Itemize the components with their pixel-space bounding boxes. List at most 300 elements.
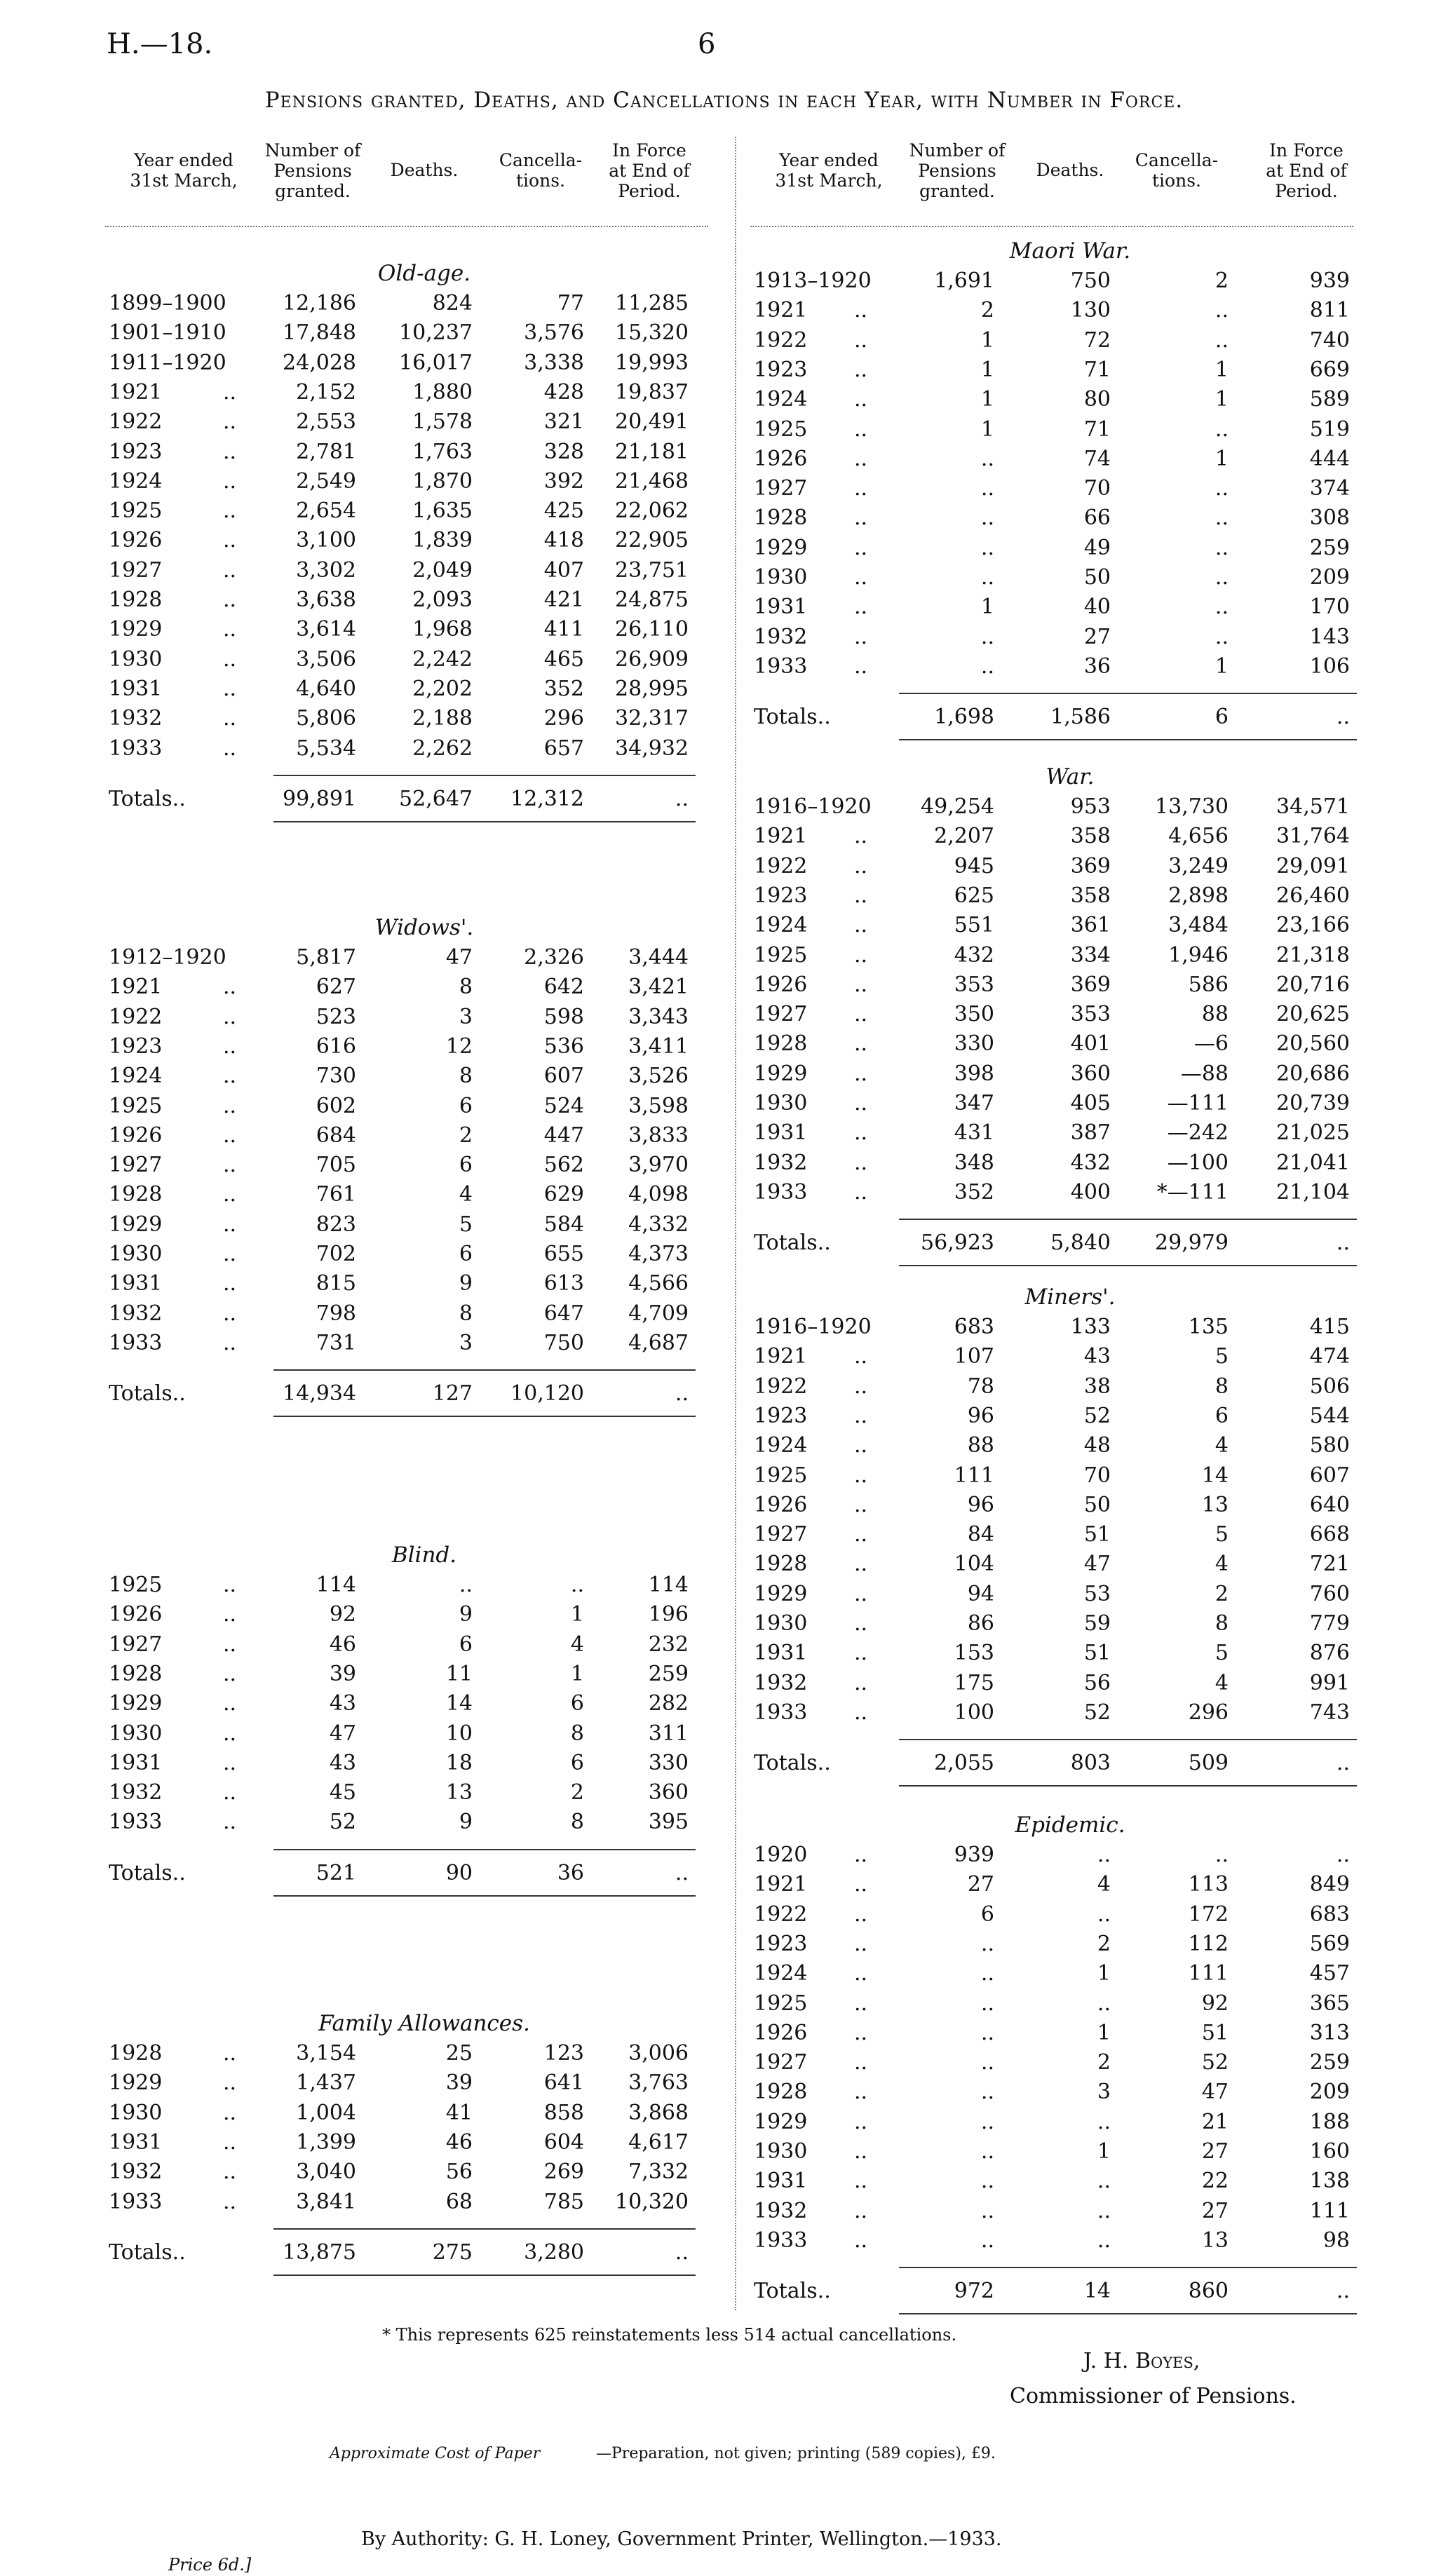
row-leader: .. <box>854 2080 868 2105</box>
totals-deaths: 127 <box>432 1381 473 1406</box>
totals-cancellations: 36 <box>557 1860 584 1885</box>
cell-granted: 47 <box>329 1721 356 1746</box>
column-header-year: Year ended <box>779 150 879 170</box>
totals-cancellations: 10,120 <box>510 1381 584 1406</box>
cell-granted: .. <box>980 565 994 590</box>
cell-granted: 431 <box>954 1120 994 1146</box>
row-year: 1927 <box>754 1522 808 1547</box>
signature-name: J. H. Boyes, <box>1083 2349 1200 2373</box>
cell-cancellations: 629 <box>543 1182 584 1207</box>
cell-deaths: 52 <box>1083 1403 1111 1428</box>
cell-in-force: 519 <box>1309 416 1350 442</box>
cell-in-force: 3,833 <box>628 1123 689 1148</box>
cell-cancellations: 1 <box>570 1661 584 1686</box>
signature-title: Commissioner of Pensions. <box>1010 2384 1297 2408</box>
row-leader: .. <box>854 298 868 323</box>
cell-in-force: 360 <box>648 1780 689 1805</box>
totals-rule-bottom <box>899 1265 1357 1266</box>
cell-in-force: 876 <box>1309 1641 1350 1666</box>
totals-granted: 972 <box>954 2279 994 2304</box>
row-year: 1923 <box>109 1033 163 1059</box>
cell-deaths: .. <box>1097 2198 1111 2223</box>
cell-in-force: 20,560 <box>1276 1031 1350 1057</box>
cell-in-force: 232 <box>648 1632 689 1657</box>
row-leader: .. <box>223 468 237 494</box>
row-leader: .. <box>223 1004 237 1029</box>
cell-deaths: .. <box>1097 1902 1111 1927</box>
totals-in-force: .. <box>1336 1231 1350 1256</box>
cell-deaths: 14 <box>445 1691 473 1716</box>
row-year: 1929 <box>754 535 808 560</box>
row-year: 1921 <box>754 824 808 849</box>
row-year: 1932 <box>109 1301 163 1326</box>
cell-deaths: 387 <box>1070 1120 1111 1146</box>
cell-granted: .. <box>980 2198 994 2223</box>
column-header-granted: Pensions <box>918 161 996 181</box>
row-leader: .. <box>854 1522 868 1547</box>
row-leader: .. <box>854 1611 868 1636</box>
cell-in-force: 24,875 <box>615 588 689 612</box>
row-leader: .. <box>223 706 237 731</box>
column-header-deaths: Deaths. <box>1036 160 1104 180</box>
cell-deaths: 824 <box>432 291 473 316</box>
cell-deaths: 358 <box>1070 883 1111 908</box>
cell-deaths: 400 <box>1070 1179 1111 1205</box>
row-leader: .. <box>854 1463 868 1488</box>
cell-granted: 111 <box>954 1463 994 1488</box>
cell-deaths: 4 <box>1097 1872 1111 1897</box>
cell-cancellations: 2,898 <box>1168 883 1229 908</box>
cell-cancellations: 52 <box>1201 2050 1229 2075</box>
row-year: 1933 <box>754 653 808 679</box>
cell-cancellations: 641 <box>543 2070 584 2096</box>
totals-rule-bottom <box>273 1416 696 1417</box>
cell-cancellations: .. <box>1214 595 1229 620</box>
cell-deaths: 10 <box>445 1721 473 1746</box>
cell-deaths: 405 <box>1070 1091 1111 1116</box>
cell-granted: 96 <box>967 1403 994 1428</box>
cell-granted: 398 <box>954 1061 994 1086</box>
totals-in-force: .. <box>675 1860 689 1885</box>
cell-deaths: 27 <box>1083 624 1111 649</box>
totals-deaths: 803 <box>1070 1751 1111 1776</box>
cell-cancellations: 1 <box>1214 357 1229 382</box>
cell-deaths: 1,839 <box>412 528 473 553</box>
totals-rule-top <box>899 1219 1357 1220</box>
cell-deaths: 130 <box>1070 298 1111 323</box>
row-leader: .. <box>223 676 237 701</box>
cell-cancellations: 8 <box>1214 1374 1229 1399</box>
cell-granted: 1,437 <box>296 2070 356 2096</box>
cell-in-force: 544 <box>1309 1403 1350 1428</box>
cell-in-force: 20,491 <box>615 409 689 435</box>
cell-cancellations: —6 <box>1193 1031 1229 1057</box>
cell-granted: 330 <box>954 1031 994 1057</box>
row-leader: .. <box>854 2139 868 2164</box>
row-year: 1930 <box>109 1721 163 1746</box>
row-leader: .. <box>854 2050 868 2075</box>
cell-cancellations: 5 <box>1214 1344 1229 1369</box>
cell-cancellations: 92 <box>1201 1991 1229 2016</box>
cell-in-force: 607 <box>1309 1463 1350 1488</box>
cell-deaths: 1,968 <box>412 617 473 642</box>
column-header-granted: granted. <box>275 181 351 201</box>
cell-deaths: 8 <box>459 1064 473 1089</box>
row-year: 1924 <box>109 1064 163 1089</box>
row-leader: .. <box>223 1721 237 1746</box>
row-year: 1931 <box>754 1120 808 1146</box>
cell-granted: 5,534 <box>296 735 356 761</box>
row-year: 1921 <box>109 379 163 405</box>
section-title-miners: Miners'. <box>1024 1284 1116 1310</box>
row-year: 1931 <box>754 1641 808 1666</box>
row-leader: .. <box>223 588 237 612</box>
cell-in-force: 991 <box>1309 1670 1350 1695</box>
cell-deaths: 401 <box>1070 1031 1111 1057</box>
cell-cancellations: 135 <box>1188 1315 1229 1339</box>
cell-deaths: 3 <box>459 1330 473 1355</box>
cell-cancellations: 3,338 <box>524 350 584 375</box>
row-leader: .. <box>854 2169 868 2194</box>
cell-cancellations: 613 <box>543 1271 584 1296</box>
cell-granted: 2,549 <box>296 468 356 494</box>
cell-deaths: 750 <box>1070 269 1111 293</box>
row-year: 1927 <box>754 2050 808 2075</box>
cell-in-force: 28,995 <box>615 676 689 701</box>
row-leader: .. <box>223 1182 237 1207</box>
cell-cancellations: .. <box>1214 327 1229 353</box>
cell-granted: 1,004 <box>296 2100 356 2125</box>
cell-deaths: .. <box>1097 1991 1111 2016</box>
row-leader: .. <box>854 506 868 531</box>
cell-granted: 523 <box>316 1004 356 1029</box>
cell-deaths: 6 <box>459 1242 473 1266</box>
cell-in-force: 259 <box>1309 535 1350 560</box>
cell-in-force: 457 <box>1309 1961 1350 1986</box>
row-year: 1901–1910 <box>109 320 226 346</box>
row-year: 1924 <box>754 913 808 938</box>
cell-cancellations: 4 <box>570 1632 584 1657</box>
cell-cancellations: 655 <box>543 1242 584 1266</box>
row-year: 1928 <box>754 1031 808 1057</box>
cell-in-force: 589 <box>1309 387 1350 412</box>
cell-cancellations: 562 <box>543 1153 584 1178</box>
column-header-in-force: Period. <box>1275 181 1338 201</box>
cell-granted: .. <box>980 1961 994 1986</box>
cell-granted: 153 <box>954 1641 994 1666</box>
cell-cancellations: 6 <box>570 1691 584 1716</box>
totals-cancellations: 509 <box>1188 1751 1229 1776</box>
cell-deaths: 9 <box>459 1602 473 1627</box>
cell-in-force: 21,025 <box>1276 1120 1350 1146</box>
row-year: 1927 <box>754 476 808 501</box>
cell-cancellations: 785 <box>543 2189 584 2214</box>
cell-in-force: 3,763 <box>628 2070 689 2096</box>
cell-cancellations: 1,946 <box>1168 942 1229 968</box>
totals-rule-bottom <box>273 821 696 822</box>
cell-cancellations: —100 <box>1167 1150 1229 1175</box>
cell-in-force: 98 <box>1322 2228 1350 2253</box>
cell-deaths: 1 <box>1097 1961 1111 1986</box>
cell-in-force: 114 <box>648 1573 689 1597</box>
row-leader: .. <box>854 1843 868 1867</box>
cell-granted: 731 <box>316 1330 356 1355</box>
cell-in-force: 3,343 <box>628 1004 689 1029</box>
cell-granted: .. <box>980 2139 994 2164</box>
totals-in-force: .. <box>1336 2279 1350 2304</box>
cell-cancellations: 584 <box>543 1212 584 1237</box>
row-year: 1930 <box>754 1091 808 1116</box>
cell-deaths: 9 <box>459 1810 473 1835</box>
cell-deaths: 56 <box>445 2160 473 2185</box>
cell-in-force: 138 <box>1309 2169 1350 2194</box>
row-year: 1927 <box>109 1153 163 1178</box>
cell-cancellations: 4 <box>1214 1670 1229 1695</box>
cell-deaths: 71 <box>1083 416 1111 442</box>
totals-cancellations: 6 <box>1214 705 1229 730</box>
cell-deaths: 1,880 <box>412 379 473 405</box>
cell-in-force: 34,571 <box>1276 794 1350 819</box>
cell-granted: 1 <box>980 387 994 412</box>
row-year: 1928 <box>754 1552 808 1577</box>
totals-label: Totals.. <box>754 2279 831 2304</box>
cell-granted: 1 <box>980 416 994 442</box>
totals-rule-bottom <box>273 1895 696 1897</box>
cell-deaths: 2,188 <box>412 706 473 731</box>
row-year: 1924 <box>754 1961 808 1986</box>
row-year: 1926 <box>754 1492 808 1517</box>
row-year: 1929 <box>109 1212 163 1237</box>
cell-deaths: 432 <box>1070 1150 1111 1175</box>
totals-rule-bottom <box>899 1785 1357 1787</box>
row-year: 1932 <box>109 1780 163 1805</box>
cell-in-force: 15,320 <box>615 320 689 346</box>
cell-cancellations: 111 <box>1188 1961 1229 1986</box>
row-leader: .. <box>223 1123 237 1148</box>
price: Price 6d.] <box>168 2555 252 2575</box>
cell-granted: 43 <box>329 1691 356 1716</box>
cell-cancellations: 13,730 <box>1155 794 1229 819</box>
cell-deaths: .. <box>1097 2169 1111 2194</box>
row-year: 1922 <box>754 1902 808 1927</box>
row-leader: .. <box>223 1093 237 1118</box>
cell-deaths: 6 <box>459 1632 473 1657</box>
cell-granted: .. <box>980 446 994 471</box>
cell-in-force: 21,468 <box>615 468 689 494</box>
cell-deaths: 12 <box>445 1033 473 1059</box>
cell-granted: 1 <box>980 595 994 620</box>
cell-deaths: 51 <box>1083 1641 1111 1666</box>
cell-deaths: 2 <box>1097 1931 1111 1956</box>
cell-granted: 1,399 <box>296 2129 356 2155</box>
cell-granted: 12,186 <box>283 291 356 316</box>
cell-cancellations: 1 <box>570 1602 584 1627</box>
cell-in-force: 308 <box>1309 506 1350 531</box>
row-leader: .. <box>854 972 868 997</box>
cell-deaths: 40 <box>1083 595 1111 620</box>
cell-deaths: 36 <box>1083 653 1111 679</box>
cell-in-force: 779 <box>1309 1611 1350 1636</box>
cell-in-force: 313 <box>1309 2020 1350 2045</box>
row-year: 1925 <box>754 1463 808 1488</box>
cell-cancellations: 6 <box>570 1750 584 1775</box>
cell-cancellations: 425 <box>543 499 584 524</box>
cell-granted: .. <box>980 2169 994 2194</box>
cell-in-force: 683 <box>1309 1902 1350 1927</box>
row-leader: .. <box>854 1581 868 1606</box>
row-year: 1932 <box>754 1670 808 1695</box>
row-year: 1926 <box>754 2020 808 2045</box>
cell-deaths: 8 <box>459 1301 473 1326</box>
cell-deaths: 43 <box>1083 1344 1111 1369</box>
cell-in-force: 31,764 <box>1276 824 1350 849</box>
cell-deaths: 38 <box>1083 1374 1111 1399</box>
cell-granted: 684 <box>316 1123 356 1148</box>
row-leader: .. <box>223 1212 237 1237</box>
row-year: 1928 <box>109 1661 163 1686</box>
cell-cancellations: 3,249 <box>1168 853 1229 879</box>
cell-granted: 945 <box>954 853 994 879</box>
cell-deaths: 3 <box>459 1004 473 1029</box>
cell-cancellations: .. <box>1214 416 1229 442</box>
cell-in-force: 21,041 <box>1276 1150 1350 1175</box>
column-header-in-force: In Force <box>1269 140 1344 161</box>
cell-deaths: 369 <box>1070 853 1111 879</box>
totals-rule-top <box>899 1739 1357 1740</box>
row-leader: .. <box>223 617 237 642</box>
row-leader: .. <box>854 1552 868 1577</box>
totals-in-force: .. <box>675 1381 689 1406</box>
cell-cancellations: 4 <box>1214 1552 1229 1577</box>
row-leader: .. <box>854 1002 868 1027</box>
row-leader: .. <box>854 476 868 501</box>
cell-cancellations: .. <box>1214 535 1229 560</box>
cell-deaths: 46 <box>445 2129 473 2155</box>
cell-in-force: 668 <box>1309 1522 1350 1547</box>
cell-granted: 1 <box>980 327 994 353</box>
cell-deaths: .. <box>1097 2109 1111 2134</box>
cell-cancellations: 77 <box>557 291 584 316</box>
row-leader: .. <box>854 853 868 879</box>
row-year: 1933 <box>109 735 163 761</box>
cell-deaths: 1,763 <box>412 439 473 464</box>
cell-granted: 2,654 <box>296 499 356 524</box>
totals-label: Totals.. <box>109 1381 186 1406</box>
cell-deaths: 10,237 <box>399 320 473 346</box>
cell-in-force: 743 <box>1309 1700 1350 1725</box>
cell-cancellations: 418 <box>543 528 584 553</box>
section-title-widows: Widows'. <box>374 915 474 940</box>
row-year: 1933 <box>754 2228 808 2253</box>
column-header-granted: granted. <box>919 181 995 201</box>
row-year: 1929 <box>754 2109 808 2134</box>
cell-in-force: 111 <box>1309 2198 1350 2223</box>
cell-granted: 84 <box>967 1522 994 1547</box>
cell-deaths: 9 <box>459 1271 473 1296</box>
row-leader: .. <box>854 446 868 471</box>
cell-cancellations: 27 <box>1201 2198 1229 2223</box>
report-code: H.—18. <box>107 28 213 60</box>
cell-granted: 39 <box>329 1661 356 1686</box>
cell-cancellations: 586 <box>1188 972 1229 997</box>
cell-granted: .. <box>980 535 994 560</box>
cell-cancellations: —242 <box>1167 1120 1229 1146</box>
cell-deaths: 70 <box>1083 1463 1111 1488</box>
cell-cancellations: .. <box>1214 624 1229 649</box>
row-leader: .. <box>854 1670 868 1695</box>
cell-deaths: 56 <box>1083 1670 1111 1695</box>
row-year: 1927 <box>109 557 163 583</box>
row-year: 1924 <box>754 387 808 412</box>
cell-cancellations: 1 <box>1214 653 1229 679</box>
cell-deaths: 51 <box>1083 1522 1111 1547</box>
cell-cancellations: 407 <box>543 557 584 583</box>
row-year: 1925 <box>109 499 163 524</box>
cell-granted: 2,781 <box>296 439 356 464</box>
cell-cancellations: 296 <box>543 706 584 731</box>
row-year: 1923 <box>754 883 808 908</box>
cell-in-force: 3,598 <box>628 1093 689 1118</box>
cell-in-force: 374 <box>1309 476 1350 501</box>
column-header-deaths: Deaths. <box>390 160 459 180</box>
row-year: 1933 <box>109 1330 163 1355</box>
totals-cancellations: 12,312 <box>510 786 584 811</box>
cell-in-force: 3,526 <box>628 1064 689 1089</box>
cell-in-force: 34,932 <box>615 735 689 761</box>
cell-deaths: 18 <box>445 1750 473 1775</box>
cell-cancellations: 524 <box>543 1093 584 1118</box>
cell-cancellations: 328 <box>543 439 584 464</box>
cell-in-force: 4,709 <box>628 1301 689 1326</box>
cell-in-force: 580 <box>1309 1433 1350 1458</box>
row-year: 1929 <box>754 1581 808 1606</box>
row-year: 1920 <box>754 1843 808 1867</box>
cell-in-force: 259 <box>1309 2050 1350 2075</box>
row-leader: .. <box>854 1641 868 1666</box>
cell-granted: 348 <box>954 1150 994 1175</box>
row-leader: .. <box>854 1961 868 1986</box>
cell-in-force: 23,166 <box>1276 913 1350 938</box>
cell-cancellations: 647 <box>543 1301 584 1326</box>
cell-cancellations: 352 <box>543 676 584 701</box>
cell-deaths: 361 <box>1070 913 1111 938</box>
row-leader: .. <box>223 1661 237 1686</box>
cost-note-label: Approximate Cost of Paper <box>330 2445 541 2462</box>
row-leader: .. <box>223 2070 237 2096</box>
cell-cancellations: 14 <box>1201 1463 1229 1488</box>
cell-deaths: 2,093 <box>412 588 473 612</box>
totals-granted: 14,934 <box>283 1381 356 1406</box>
row-year: 1923 <box>754 357 808 382</box>
totals-granted: 1,698 <box>934 705 994 730</box>
totals-in-force: .. <box>1336 1751 1350 1776</box>
row-leader: .. <box>223 1632 237 1657</box>
cell-in-force: 640 <box>1309 1492 1350 1517</box>
cell-in-force: 4,373 <box>628 1242 689 1266</box>
cell-in-force: 20,625 <box>1276 1002 1350 1027</box>
cell-cancellations: .. <box>1214 565 1229 590</box>
cell-cancellations: 22 <box>1201 2169 1229 2194</box>
row-leader: .. <box>854 357 868 382</box>
row-leader: .. <box>223 409 237 435</box>
cell-in-force: 19,993 <box>615 350 689 375</box>
cell-cancellations: 447 <box>543 1123 584 1148</box>
row-leader: .. <box>854 624 868 649</box>
row-leader: .. <box>223 1573 237 1597</box>
cell-cancellations: 13 <box>1201 1492 1229 1517</box>
cell-in-force: 20,716 <box>1276 972 1350 997</box>
cell-in-force: 26,460 <box>1276 883 1350 908</box>
